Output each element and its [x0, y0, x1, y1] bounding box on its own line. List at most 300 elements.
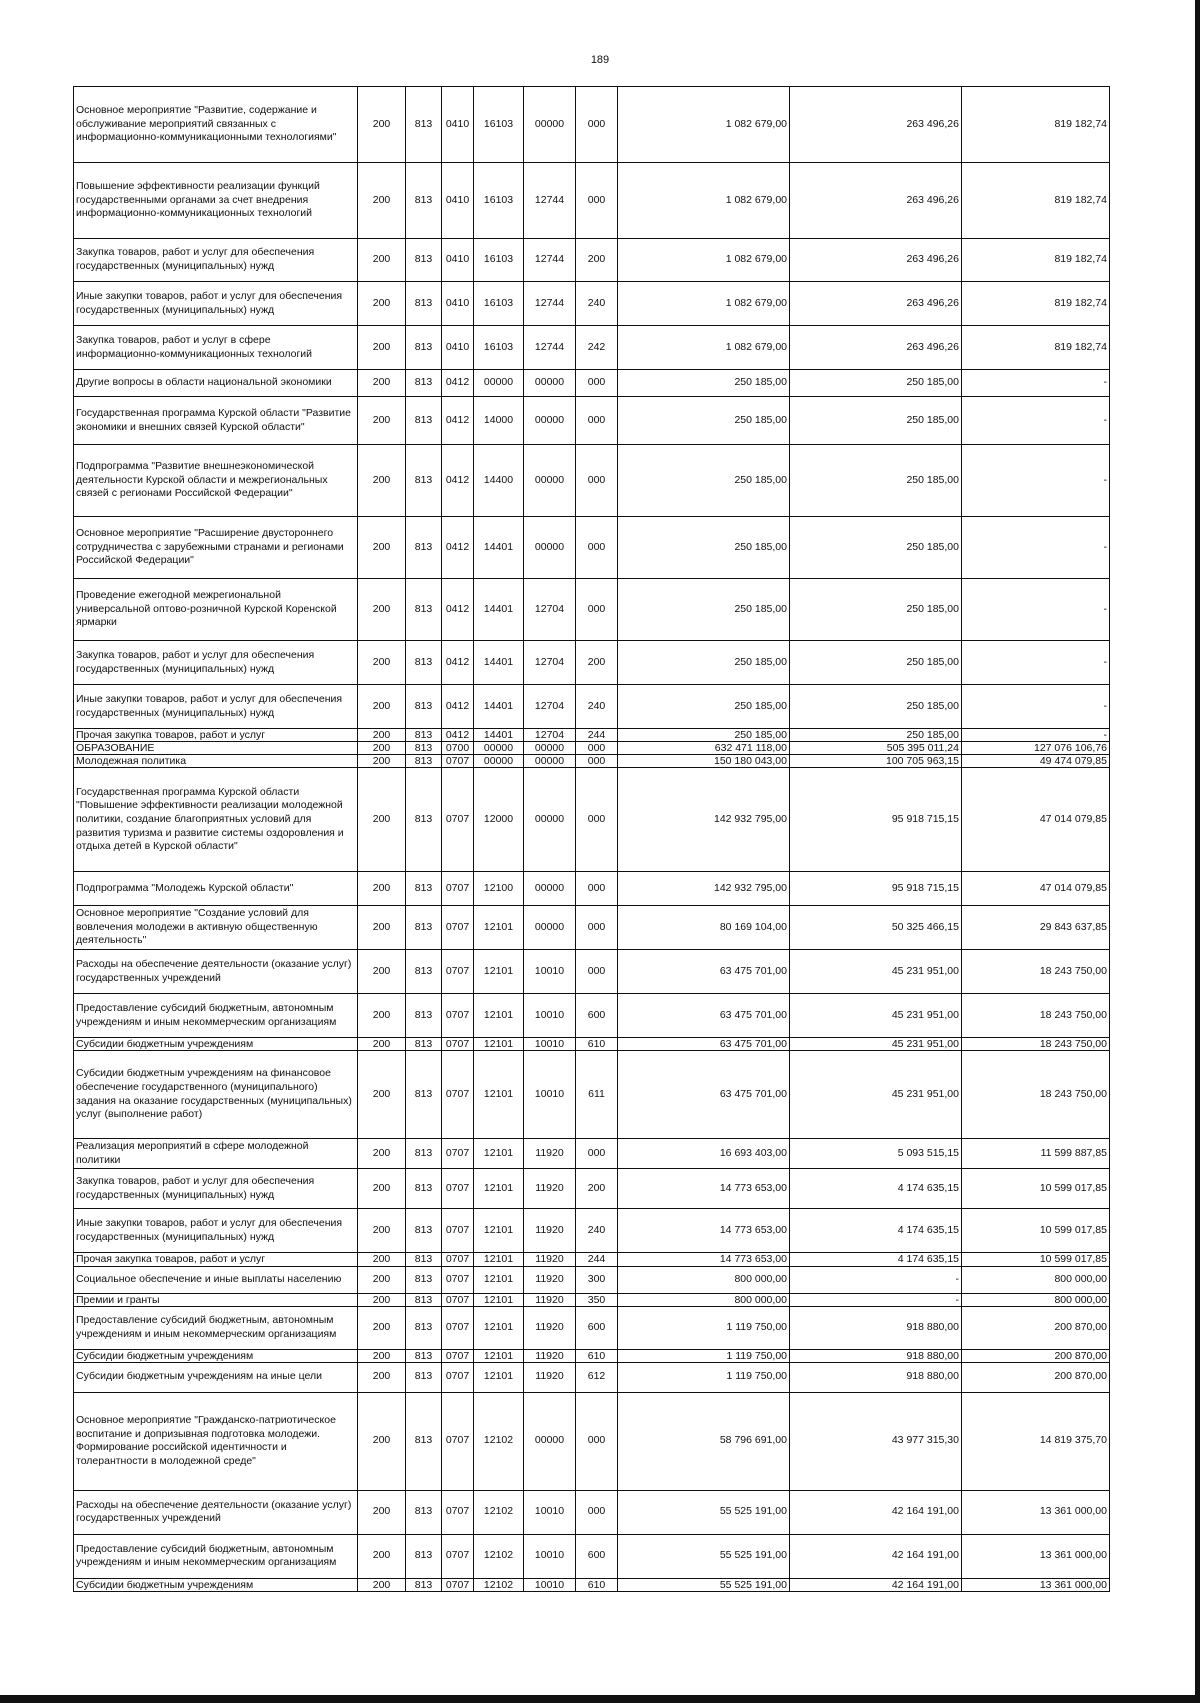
cell-amount-2: 505 395 011,24 — [790, 742, 962, 755]
cell-amount-1: 250 185,00 — [618, 517, 790, 579]
table-row — [74, 1392, 1110, 1490]
cell-code-4: 14401 — [474, 641, 524, 685]
cell-amount-2: 250 185,00 — [790, 397, 962, 445]
cell-amount-1: 55 525 191,00 — [618, 1490, 790, 1534]
cell-code-1: 200 — [358, 1038, 406, 1051]
table-row — [74, 1293, 1110, 1306]
cell-code-5: 11920 — [524, 1306, 576, 1349]
row-name: Предоставление субсидий бюджетным, автономным учреждениям и иным некоммерческим организациям — [74, 1306, 358, 1349]
cell-amount-3: 127 076 106,76 — [962, 742, 1110, 755]
cell-code-2: 813 — [406, 1169, 442, 1209]
cell-amount-2: 42 164 191,00 — [790, 1534, 962, 1578]
cell-code-3: 0707 — [442, 906, 474, 950]
table-row — [74, 872, 1110, 906]
row-name: ОБРАЗОВАНИЕ — [74, 742, 358, 755]
cell-code-5: 11920 — [524, 1209, 576, 1253]
cell-code-2: 813 — [406, 906, 442, 950]
cell-amount-3: 200 870,00 — [962, 1306, 1110, 1349]
cell-code-6: 600 — [576, 1306, 618, 1349]
cell-code-5: 11920 — [524, 1293, 576, 1306]
cell-code-6: 000 — [576, 370, 618, 397]
cell-code-6: 610 — [576, 1578, 618, 1591]
cell-code-2: 813 — [406, 1051, 442, 1139]
cell-code-2: 813 — [406, 1139, 442, 1169]
cell-code-2: 813 — [406, 1209, 442, 1253]
row-name: Подпрограмма "Развитие внешнеэкономической деятельности Курской области и межрегиональных связей с регионами Российской Федерации" — [74, 445, 358, 517]
cell-code-3: 0707 — [442, 768, 474, 872]
table-row — [74, 1490, 1110, 1534]
cell-code-4: 16103 — [474, 239, 524, 282]
cell-amount-3: - — [962, 579, 1110, 641]
cell-code-4: 12101 — [474, 1038, 524, 1051]
cell-amount-2: 95 918 715,15 — [790, 768, 962, 872]
cell-code-4: 12101 — [474, 1266, 524, 1293]
cell-amount-3: 819 182,74 — [962, 87, 1110, 163]
cell-code-2: 813 — [406, 239, 442, 282]
row-name: Основное мероприятие "Развитие, содержание и обслуживание мероприятий связанных с информационно-коммуникационными технологиями" — [74, 87, 358, 163]
cell-code-6: 000 — [576, 579, 618, 641]
row-name: Субсидии бюджетным учреждениям на иные цели — [74, 1362, 358, 1392]
cell-code-2: 813 — [406, 326, 442, 370]
row-name: Закупка товаров, работ и услуг для обеспечения государственных (муниципальных) нужд — [74, 641, 358, 685]
table-row — [74, 950, 1110, 994]
table-row — [74, 445, 1110, 517]
cell-code-4: 16103 — [474, 163, 524, 239]
cell-amount-3: 18 243 750,00 — [962, 1038, 1110, 1051]
row-name: Предоставление субсидий бюджетным, автономным учреждениям и иным некоммерческим организациям — [74, 1534, 358, 1578]
cell-code-4: 12101 — [474, 1362, 524, 1392]
row-name: Подпрограмма "Молодежь Курской области" — [74, 872, 358, 906]
cell-amount-2: 43 977 315,30 — [790, 1392, 962, 1490]
cell-amount-1: 142 932 795,00 — [618, 872, 790, 906]
cell-code-3: 0707 — [442, 1392, 474, 1490]
table-row — [74, 282, 1110, 326]
cell-code-2: 813 — [406, 755, 442, 768]
cell-code-1: 200 — [358, 517, 406, 579]
cell-amount-1: 1 082 679,00 — [618, 87, 790, 163]
cell-code-6: 300 — [576, 1266, 618, 1293]
cell-code-5: 00000 — [524, 517, 576, 579]
cell-code-6: 240 — [576, 282, 618, 326]
cell-amount-3: 47 014 079,85 — [962, 768, 1110, 872]
cell-code-2: 813 — [406, 163, 442, 239]
cell-code-3: 0707 — [442, 1139, 474, 1169]
row-name: Реализация мероприятий в сфере молодежной политики — [74, 1139, 358, 1169]
row-name: Закупка товаров, работ и услуг для обеспечения государственных (муниципальных) нужд — [74, 1169, 358, 1209]
cell-amount-2: 250 185,00 — [790, 685, 962, 729]
cell-code-6: 000 — [576, 742, 618, 755]
cell-code-1: 200 — [358, 768, 406, 872]
cell-amount-2: 263 496,26 — [790, 282, 962, 326]
cell-code-5: 00000 — [524, 755, 576, 768]
table-row — [74, 1362, 1110, 1392]
cell-amount-3: 200 870,00 — [962, 1362, 1110, 1392]
table-row — [74, 517, 1110, 579]
cell-code-4: 12101 — [474, 1293, 524, 1306]
cell-amount-1: 142 932 795,00 — [618, 768, 790, 872]
cell-amount-1: 14 773 653,00 — [618, 1209, 790, 1253]
cell-code-6: 600 — [576, 1534, 618, 1578]
cell-code-4: 14401 — [474, 729, 524, 742]
table-row — [74, 1266, 1110, 1293]
cell-code-3: 0707 — [442, 1490, 474, 1534]
cell-code-3: 0707 — [442, 755, 474, 768]
cell-code-3: 0412 — [442, 397, 474, 445]
cell-amount-3: - — [962, 397, 1110, 445]
row-name: Основное мероприятие "Гражданско-патриотическое воспитание и допризывная подготовка молодежи. Формирование российской идентичности и толерантности в молодежной среде" — [74, 1392, 358, 1490]
cell-amount-1: 58 796 691,00 — [618, 1392, 790, 1490]
cell-amount-1: 14 773 653,00 — [618, 1253, 790, 1266]
table-row — [74, 1209, 1110, 1253]
cell-code-4: 12101 — [474, 1306, 524, 1349]
table-row — [74, 326, 1110, 370]
cell-code-6: 000 — [576, 445, 618, 517]
cell-code-2: 813 — [406, 282, 442, 326]
cell-amount-2: 5 093 515,15 — [790, 1139, 962, 1169]
cell-code-5: 11920 — [524, 1266, 576, 1293]
cell-amount-1: 1 082 679,00 — [618, 326, 790, 370]
table-row — [74, 579, 1110, 641]
table-body — [74, 87, 1110, 1592]
cell-code-6: 000 — [576, 397, 618, 445]
cell-code-4: 12100 — [474, 872, 524, 906]
cell-amount-2: 45 231 951,00 — [790, 950, 962, 994]
cell-code-5: 12744 — [524, 239, 576, 282]
cell-amount-3: 18 243 750,00 — [962, 1051, 1110, 1139]
cell-code-5: 11920 — [524, 1362, 576, 1392]
cell-code-6: 200 — [576, 641, 618, 685]
cell-code-6: 200 — [576, 1169, 618, 1209]
table-row — [74, 1051, 1110, 1139]
cell-code-4: 12101 — [474, 994, 524, 1038]
cell-code-2: 813 — [406, 685, 442, 729]
budget-table — [73, 86, 1110, 1592]
row-name: Государственная программа Курской области "Повышение эффективности реализации молодежной политики, создание благоприятных условий для развития туризма и развитие системы оздоровления и отдыха детей в Курской области" — [74, 768, 358, 872]
cell-code-3: 0707 — [442, 1051, 474, 1139]
row-name: Прочая закупка товаров, работ и услуг — [74, 729, 358, 742]
page-number: 189 — [590, 54, 610, 66]
cell-amount-3: - — [962, 641, 1110, 685]
cell-code-1: 200 — [358, 326, 406, 370]
cell-code-3: 0410 — [442, 87, 474, 163]
cell-amount-1: 63 475 701,00 — [618, 950, 790, 994]
cell-code-5: 10010 — [524, 1534, 576, 1578]
cell-code-1: 200 — [358, 1293, 406, 1306]
cell-code-2: 813 — [406, 1578, 442, 1591]
cell-code-3: 0412 — [442, 579, 474, 641]
cell-code-6: 000 — [576, 768, 618, 872]
cell-amount-1: 800 000,00 — [618, 1266, 790, 1293]
cell-code-6: 000 — [576, 1392, 618, 1490]
cell-amount-3: - — [962, 445, 1110, 517]
cell-code-5: 00000 — [524, 742, 576, 755]
cell-amount-3: 10 599 017,85 — [962, 1253, 1110, 1266]
table-row — [74, 906, 1110, 950]
cell-code-4: 12102 — [474, 1392, 524, 1490]
cell-amount-3: 49 474 079,85 — [962, 755, 1110, 768]
cell-code-1: 200 — [358, 397, 406, 445]
cell-amount-1: 250 185,00 — [618, 397, 790, 445]
cell-amount-2: 4 174 635,15 — [790, 1169, 962, 1209]
row-name: Субсидии бюджетным учреждениям — [74, 1578, 358, 1591]
cell-code-1: 200 — [358, 1534, 406, 1578]
cell-amount-1: 1 119 750,00 — [618, 1349, 790, 1362]
cell-amount-2: 250 185,00 — [790, 370, 962, 397]
cell-code-3: 0707 — [442, 994, 474, 1038]
cell-code-5: 12704 — [524, 641, 576, 685]
cell-code-2: 813 — [406, 1306, 442, 1349]
cell-code-4: 12101 — [474, 1253, 524, 1266]
cell-code-3: 0707 — [442, 1266, 474, 1293]
cell-code-6: 000 — [576, 517, 618, 579]
cell-code-4: 14401 — [474, 517, 524, 579]
row-name: Проведение ежегодной межрегиональной универсальной оптово-розничной Курской Коренской ярмарки — [74, 579, 358, 641]
cell-amount-3: 10 599 017,85 — [962, 1169, 1110, 1209]
cell-code-4: 16103 — [474, 326, 524, 370]
cell-amount-2: 4 174 635,15 — [790, 1209, 962, 1253]
table-row — [74, 1253, 1110, 1266]
cell-amount-3: 13 361 000,00 — [962, 1534, 1110, 1578]
cell-amount-3: 819 182,74 — [962, 326, 1110, 370]
cell-amount-1: 63 475 701,00 — [618, 1038, 790, 1051]
cell-code-5: 00000 — [524, 445, 576, 517]
row-name: Иные закупки товаров, работ и услуг для обеспечения государственных (муниципальных) нужд — [74, 685, 358, 729]
cell-amount-2: 918 880,00 — [790, 1362, 962, 1392]
cell-code-4: 12101 — [474, 1139, 524, 1169]
cell-code-5: 12704 — [524, 685, 576, 729]
cell-code-5: 12744 — [524, 326, 576, 370]
page-edge-right — [1195, 0, 1200, 1703]
cell-code-3: 0707 — [442, 1169, 474, 1209]
cell-code-2: 813 — [406, 445, 442, 517]
cell-code-5: 11920 — [524, 1349, 576, 1362]
cell-amount-3: 819 182,74 — [962, 163, 1110, 239]
table-row — [74, 1306, 1110, 1349]
cell-code-2: 813 — [406, 1293, 442, 1306]
table-row — [74, 768, 1110, 872]
cell-code-3: 0410 — [442, 326, 474, 370]
cell-code-1: 200 — [358, 239, 406, 282]
cell-code-1: 200 — [358, 1139, 406, 1169]
cell-amount-2: 263 496,26 — [790, 87, 962, 163]
cell-code-5: 11920 — [524, 1253, 576, 1266]
cell-code-2: 813 — [406, 1362, 442, 1392]
cell-code-1: 200 — [358, 1490, 406, 1534]
cell-amount-3: 18 243 750,00 — [962, 994, 1110, 1038]
cell-amount-2: 263 496,26 — [790, 163, 962, 239]
table-row — [74, 729, 1110, 742]
cell-amount-3: 819 182,74 — [962, 282, 1110, 326]
row-name: Молодежная политика — [74, 755, 358, 768]
cell-code-5: 00000 — [524, 370, 576, 397]
cell-amount-3: - — [962, 729, 1110, 742]
cell-amount-1: 1 082 679,00 — [618, 239, 790, 282]
cell-code-4: 14400 — [474, 445, 524, 517]
cell-code-3: 0707 — [442, 1534, 474, 1578]
cell-code-1: 200 — [358, 1253, 406, 1266]
cell-amount-2: 263 496,26 — [790, 239, 962, 282]
cell-amount-2: 250 185,00 — [790, 445, 962, 517]
cell-code-1: 200 — [358, 1051, 406, 1139]
cell-code-6: 240 — [576, 685, 618, 729]
cell-amount-2: 45 231 951,00 — [790, 994, 962, 1038]
cell-code-5: 00000 — [524, 872, 576, 906]
cell-code-4: 12102 — [474, 1490, 524, 1534]
cell-amount-1: 63 475 701,00 — [618, 1051, 790, 1139]
cell-code-5: 00000 — [524, 397, 576, 445]
cell-amount-1: 63 475 701,00 — [618, 994, 790, 1038]
cell-code-1: 200 — [358, 1362, 406, 1392]
cell-amount-1: 1 119 750,00 — [618, 1306, 790, 1349]
cell-code-3: 0412 — [442, 685, 474, 729]
cell-amount-3: 47 014 079,85 — [962, 872, 1110, 906]
cell-amount-2: 42 164 191,00 — [790, 1578, 962, 1591]
cell-code-4: 14401 — [474, 685, 524, 729]
row-name: Иные закупки товаров, работ и услуг для обеспечения государственных (муниципальных) нужд — [74, 1209, 358, 1253]
cell-amount-3: 11 599 887,85 — [962, 1139, 1110, 1169]
cell-amount-3: 14 819 375,70 — [962, 1392, 1110, 1490]
cell-amount-1: 150 180 043,00 — [618, 755, 790, 768]
cell-amount-1: 632 471 118,00 — [618, 742, 790, 755]
cell-amount-2: - — [790, 1293, 962, 1306]
cell-amount-1: 80 169 104,00 — [618, 906, 790, 950]
cell-amount-3: 18 243 750,00 — [962, 950, 1110, 994]
cell-code-2: 813 — [406, 768, 442, 872]
cell-code-3: 0410 — [442, 163, 474, 239]
cell-code-3: 0707 — [442, 1578, 474, 1591]
table-row — [74, 742, 1110, 755]
row-name: Премии и гранты — [74, 1293, 358, 1306]
cell-code-4: 12101 — [474, 950, 524, 994]
cell-code-4: 00000 — [474, 755, 524, 768]
cell-code-5: 12744 — [524, 282, 576, 326]
cell-code-6: 000 — [576, 755, 618, 768]
cell-code-1: 200 — [358, 1209, 406, 1253]
cell-code-1: 200 — [358, 1349, 406, 1362]
cell-code-6: 610 — [576, 1038, 618, 1051]
row-name: Основное мероприятие "Расширение двустороннего сотрудничества с зарубежными странами и регионами Российской Федерации" — [74, 517, 358, 579]
cell-amount-2: 250 185,00 — [790, 729, 962, 742]
cell-code-3: 0412 — [442, 370, 474, 397]
cell-code-2: 813 — [406, 87, 442, 163]
cell-code-2: 813 — [406, 579, 442, 641]
table-row — [74, 1534, 1110, 1578]
cell-amount-2: 45 231 951,00 — [790, 1038, 962, 1051]
cell-amount-1: 16 693 403,00 — [618, 1139, 790, 1169]
cell-code-1: 200 — [358, 87, 406, 163]
row-name: Расходы на обеспечение деятельности (оказание услуг) государственных учреждений — [74, 950, 358, 994]
cell-code-3: 0707 — [442, 1349, 474, 1362]
cell-code-6: 350 — [576, 1293, 618, 1306]
cell-code-1: 200 — [358, 282, 406, 326]
cell-code-3: 0707 — [442, 1293, 474, 1306]
cell-code-4: 12102 — [474, 1534, 524, 1578]
cell-code-5: 00000 — [524, 1392, 576, 1490]
cell-code-6: 240 — [576, 1209, 618, 1253]
cell-code-6: 244 — [576, 729, 618, 742]
cell-code-2: 813 — [406, 1253, 442, 1266]
cell-amount-3: 10 599 017,85 — [962, 1209, 1110, 1253]
cell-amount-1: 1 082 679,00 — [618, 163, 790, 239]
cell-code-3: 0707 — [442, 872, 474, 906]
cell-amount-3: 200 870,00 — [962, 1349, 1110, 1362]
cell-code-5: 10010 — [524, 1038, 576, 1051]
cell-code-6: 244 — [576, 1253, 618, 1266]
cell-code-2: 813 — [406, 1349, 442, 1362]
table-row — [74, 163, 1110, 239]
row-name: Расходы на обеспечение деятельности (оказание услуг) государственных учреждений — [74, 1490, 358, 1534]
cell-code-2: 813 — [406, 742, 442, 755]
table-row — [74, 239, 1110, 282]
cell-code-5: 10010 — [524, 1490, 576, 1534]
cell-code-5: 10010 — [524, 1051, 576, 1139]
cell-code-2: 813 — [406, 397, 442, 445]
cell-amount-1: 1 082 679,00 — [618, 282, 790, 326]
table-row — [74, 87, 1110, 163]
cell-code-2: 813 — [406, 1534, 442, 1578]
cell-code-6: 611 — [576, 1051, 618, 1139]
cell-code-3: 0412 — [442, 641, 474, 685]
cell-code-5: 10010 — [524, 950, 576, 994]
cell-amount-2: 95 918 715,15 — [790, 872, 962, 906]
cell-amount-1: 800 000,00 — [618, 1293, 790, 1306]
cell-code-1: 200 — [358, 742, 406, 755]
cell-code-3: 0707 — [442, 950, 474, 994]
cell-code-1: 200 — [358, 755, 406, 768]
cell-code-1: 200 — [358, 641, 406, 685]
cell-code-6: 000 — [576, 950, 618, 994]
cell-amount-3: - — [962, 517, 1110, 579]
cell-code-1: 200 — [358, 1266, 406, 1293]
cell-code-2: 813 — [406, 1266, 442, 1293]
cell-code-4: 12101 — [474, 906, 524, 950]
cell-code-6: 610 — [576, 1349, 618, 1362]
cell-code-3: 0707 — [442, 1362, 474, 1392]
cell-code-6: 000 — [576, 906, 618, 950]
cell-code-2: 813 — [406, 517, 442, 579]
cell-code-3: 0707 — [442, 1209, 474, 1253]
cell-code-6: 000 — [576, 872, 618, 906]
cell-code-4: 12101 — [474, 1209, 524, 1253]
cell-code-4: 12101 — [474, 1169, 524, 1209]
cell-code-1: 200 — [358, 1169, 406, 1209]
cell-code-3: 0707 — [442, 1306, 474, 1349]
row-name: Субсидии бюджетным учреждениям — [74, 1349, 358, 1362]
cell-amount-2: 100 705 963,15 — [790, 755, 962, 768]
cell-code-1: 200 — [358, 729, 406, 742]
cell-amount-3: - — [962, 370, 1110, 397]
cell-code-4: 14401 — [474, 579, 524, 641]
cell-code-6: 000 — [576, 163, 618, 239]
cell-amount-1: 1 119 750,00 — [618, 1362, 790, 1392]
table-row — [74, 755, 1110, 768]
cell-code-4: 16103 — [474, 87, 524, 163]
table-row — [74, 1038, 1110, 1051]
cell-amount-2: 263 496,26 — [790, 326, 962, 370]
cell-code-5: 00000 — [524, 768, 576, 872]
cell-amount-1: 14 773 653,00 — [618, 1169, 790, 1209]
cell-amount-3: 13 361 000,00 — [962, 1578, 1110, 1591]
cell-amount-2: 918 880,00 — [790, 1306, 962, 1349]
cell-amount-2: 42 164 191,00 — [790, 1490, 962, 1534]
cell-amount-2: 250 185,00 — [790, 579, 962, 641]
row-name: Закупка товаров, работ и услуг в сфере информационно-коммуникационных технологий — [74, 326, 358, 370]
row-name: Субсидии бюджетным учреждениям на финансовое обеспечение государственного (муниципального) задания на оказание государственных (муниципальных) услуг (выполнение работ) — [74, 1051, 358, 1139]
page-edge-bottom — [0, 1695, 1200, 1703]
cell-code-5: 10010 — [524, 994, 576, 1038]
row-name: Прочая закупка товаров, работ и услуг — [74, 1253, 358, 1266]
cell-code-4: 00000 — [474, 370, 524, 397]
